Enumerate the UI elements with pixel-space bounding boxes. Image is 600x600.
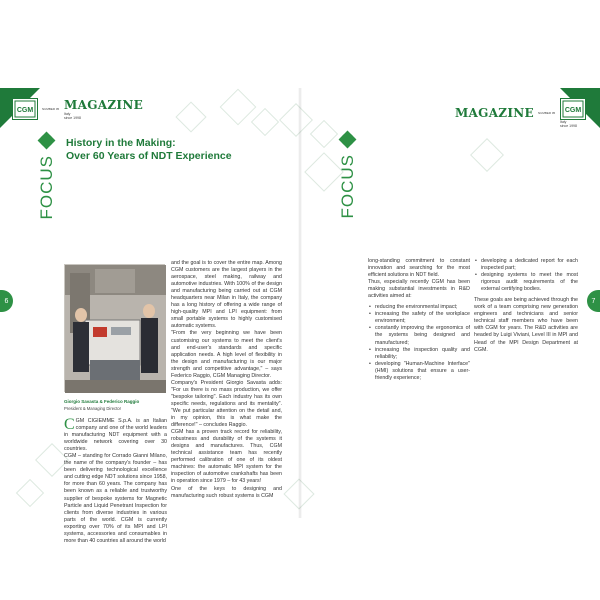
photo-illustration [65, 265, 166, 393]
bg-diamond [470, 138, 504, 172]
logo-text: CGM [564, 107, 582, 114]
page-number-left: 6 [0, 290, 13, 312]
dropcap: C [64, 416, 75, 433]
cgm-logo-icon [562, 100, 584, 118]
article-photo [64, 264, 165, 392]
bullet-list [474, 258, 578, 293]
focus-label [37, 133, 56, 220]
cgm-logo [560, 98, 586, 120]
focus-text: FOCUS [338, 154, 357, 219]
magazine-title: MAGAZINE [64, 98, 144, 112]
list-item: • reducing the environmental impact; [368, 304, 470, 311]
photo-caption-role: President & Managing Director [64, 406, 122, 411]
magazine-spread [0, 88, 600, 544]
paragraph: "From the very beginning we have been customising our systems to meet the client's and end-user's standards and specific application needs. A high level of flexibility in the design and manufacturing is our major strength and competitive advantage," – says Federico Raggio, CGM Managing Director. [171, 330, 282, 379]
title-block [455, 106, 534, 120]
right-page [300, 88, 600, 518]
issue-block [42, 107, 60, 111]
magazine-title: MAGAZINE [454, 106, 534, 120]
article-title [66, 137, 286, 163]
list-item: • constantly improving the ergonomics of the systems being designed and manufactured; [368, 325, 470, 346]
focus-text: FOCUS [37, 155, 56, 220]
magazine-date-line2: since 1998 [64, 116, 81, 120]
paragraph: Company's President Giorgio Savasta adds: "For us there is no mass production, we offer "bespoke tailoring". Each industry has its own specific needs, regulations and its mentality". "We put particular attention on the detail and, in my opinion, this is what make the difference!" – concludes Raggio. [171, 379, 282, 429]
article-title-line1: History in the Making: [66, 137, 176, 149]
left-page [0, 88, 300, 544]
logo-and-date [560, 98, 586, 128]
paragraph: These goals are being achieved through the work of a team comprising new generation engineers and technicians and senior technical staff members who have been with CGM for years. The R&D activities are headed by Luigi Viviani, Level III in MPI and Head of the MPI Design Department at CGM. [474, 297, 578, 353]
text-column-4 [474, 258, 578, 354]
title-block [64, 98, 143, 120]
bg-diamond [310, 120, 338, 148]
paragraph: CGM has a proven track record for reliability, robustness and durability of the systems it designs and manufactures. Thus, CGM technical assistance team has recently performed calibration of one of its oldest machines: the automatic MPI system for the inspection of automotive crankshafts has been in operation since 1979 – for 43 years! [171, 429, 282, 485]
photo-caption-name: Giorgio Savasta & Federico Raggio [64, 399, 140, 404]
magazine-header [12, 98, 143, 120]
bg-diamond [175, 101, 206, 132]
bg-diamond [16, 479, 44, 507]
diamond-cluster-icon [340, 132, 356, 148]
logo-text: CGM [16, 107, 34, 114]
cgm-logo-icon [14, 100, 36, 118]
list-item: • increasing the safety of the workplace environment; [368, 311, 470, 325]
article-title-line2: Over 60 Years of NDT Experience [66, 150, 232, 162]
list-item: • increasing the inspection quality and reliability; [368, 347, 470, 361]
paragraph-text: GM CIGIEMME S.p.A. is an Italian company and one of the world leaders in manufacturing NDT equipment with a worldwide network covering over 30 countries. [64, 418, 167, 453]
page-gutter [298, 88, 302, 518]
text-column-3 [368, 258, 470, 386]
focus-label [338, 132, 357, 219]
bg-diamond [251, 108, 279, 136]
diamond-cluster-icon [39, 133, 55, 149]
list-item: • developing a dedicated report for each inspected part; [474, 258, 578, 272]
magazine-date-line2: since 1998 [560, 124, 577, 128]
list-item: • designing systems to meet the most rigorous audit requirements of the external certifying bodies. [474, 272, 578, 293]
magazine-date-line1: Italy [560, 120, 567, 124]
paragraph: CGM – standing for Corrado Gianni Milano, the name of the company's founder – has been delivering technological excellence and cutting edge NDT solutions since 1958, for more than 60 years. The company has been known as a reliable and trustworthy supplier of bespoke systems for Magnetic Particle and Liquid Penetrant Inspection for clients from diverse industries in various parts of the world. CGM is currently exporting over 70% of its MPI and LPI systems, accessories and consumables in more than 40 countries all around the world [64, 453, 167, 544]
bg-diamond [220, 89, 257, 126]
magazine-header [455, 98, 586, 128]
list-item: • developing "Human-Machine Interface" (HMI) solutions that ensure a user-friendly experience; [368, 361, 470, 382]
issue-number: NUMBER 05 [538, 111, 556, 115]
issue-number: NUMBER 05 [42, 107, 60, 111]
paragraph [64, 418, 167, 453]
paragraph: long-standing commitment to constant innovation and searching for the most efficient solutions in NDT field. [368, 258, 470, 279]
cgm-logo [12, 98, 38, 120]
paragraph: and the goal is to cover the entire map. Among CGM customers are the largest players in the aerospace, steel making, railway and automotive industries. With 100% of the design and manufacturing being carried out at CGM headquarters near Milan in Italy, the company has a long history of offering a wide range of high-quality MPI and LPI equipment: from small portable systems to highly customised automatic systems. [171, 260, 282, 330]
text-column-1 [64, 418, 167, 545]
paragraph: One of the keys to designing and manufacturing such robust systems is CGM [171, 485, 282, 499]
text-column-2 [171, 260, 282, 500]
page-number-right: 7 [587, 290, 600, 312]
paragraph: Thus, especially recently CGM has been making substantial investments in R&D activities aimed at: [368, 279, 470, 300]
issue-block [538, 111, 556, 115]
bullet-list [368, 304, 470, 382]
magazine-date-line1: Italy [64, 112, 71, 116]
